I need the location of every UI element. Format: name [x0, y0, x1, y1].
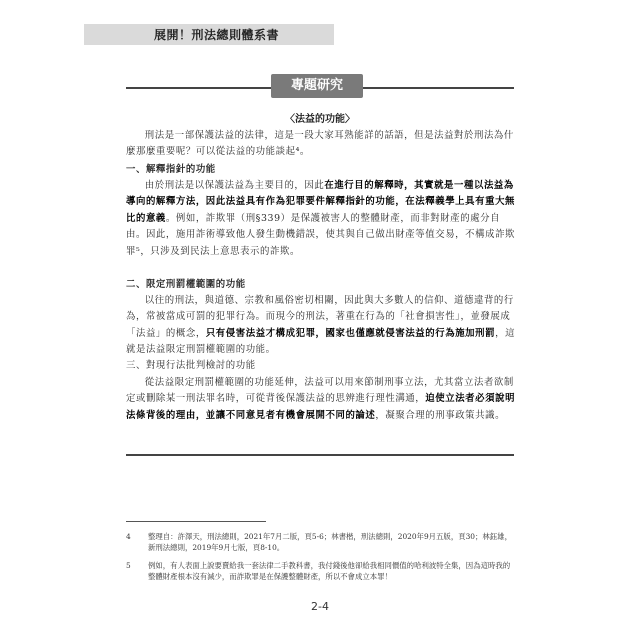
text-span: 以往的刑法，與道德、宗教和風俗密切相關，因此與大多數人的信仰、道德違背的行為，常被當成可罰的犯罪行為。而現今的刑法，著重在行為的「社會損害性」，並發展成「法益」的概念，: [126, 295, 514, 339]
footnote-text: 例如，有人表面上說要賣給我一套法律二手教科書，我付錢後他卻給我相同價值的哈利波特全集，因為這時我的整體財產根本沒有減少，而詐欺罪是在保護整體財產，所以不會成立本罪！: [148, 561, 511, 581]
section-paragraph-1: [126, 178, 516, 260]
text-span: 從法益限定刑罰權範圍的功能延伸，法益可以用來節制刑事立法，尤其當立法者欲制定或刪除某一刑法罪名時，可從背後保護法益的思辨進行理性溝通，: [126, 377, 514, 405]
topic-title: 〈法益的功能〉: [285, 114, 355, 125]
text-span: 由於刑法是以保護法益為主要目的，因此: [144, 180, 325, 191]
section-heading-1: 一、解釋指針的功能: [126, 164, 216, 175]
footnote-text: 整理自：許澤天，刑法總則，2021年7月二版，頁5-6；林書楷，刑法總則，2020年9月五版，頁30；林鈺雄，新刑法總則，2019年9月七版，頁8-10。: [148, 532, 512, 552]
emphasis-text: 只有侵害法益才構成犯罪，國家也僅應就侵害法益的行為施加刑罰: [205, 327, 496, 339]
intro-paragraph: 刑法是一部保護法益的法律，這是一段大家耳熟能詳的話語，但是法益對於刑法為什麼那麼重要呢？可以從法益的功能談起⁴。: [126, 130, 514, 158]
footnote-5: [126, 560, 516, 582]
section-heading-3: 三、對現行法批判檢討的功能: [126, 360, 256, 371]
section-badge: 專題研究: [271, 74, 363, 98]
text-span: 。例如，詐欺罪（刑§339）是保護被害人的整體財產，而非對財產的處分自由。因此，施用詐術導致他人發生動機錯誤，使其與自己做出財產等值交易，不構成詐欺罪⁵，只涉及到民法上意思表示的詐欺。: [126, 212, 516, 257]
footnote-number: 5: [126, 561, 131, 570]
book-title: 展開！刑法總則體系書: [154, 28, 280, 42]
text-span: ，凝聚合理的刑事政策共識。: [375, 409, 506, 421]
page-number: 2-4: [311, 600, 329, 613]
section-paragraph-3: [126, 375, 516, 424]
section-paragraph-2: [126, 293, 516, 359]
section-heading-2: 二、限定刑罰權範圍的功能: [126, 279, 246, 290]
footnote-number: 4: [126, 532, 131, 541]
emphasis-text: 迫使立法者必須說明法條背後的理由，並讓不同意見者有機會展開不同的論述: [126, 393, 516, 421]
text-span: ，這就是法益限定刑罰權範圍的功能。: [126, 327, 516, 356]
footnote-4: [126, 531, 516, 553]
emphasis-text: 在進行目的解釋時，其實就是一種以法益為導向的解釋方法，因此法益具有作為犯罪要件解釋指針的功能，在法釋義學上具有重大無比的意義: [126, 180, 516, 224]
bottom-rule: [126, 454, 514, 456]
footnote-rule: [126, 521, 266, 522]
